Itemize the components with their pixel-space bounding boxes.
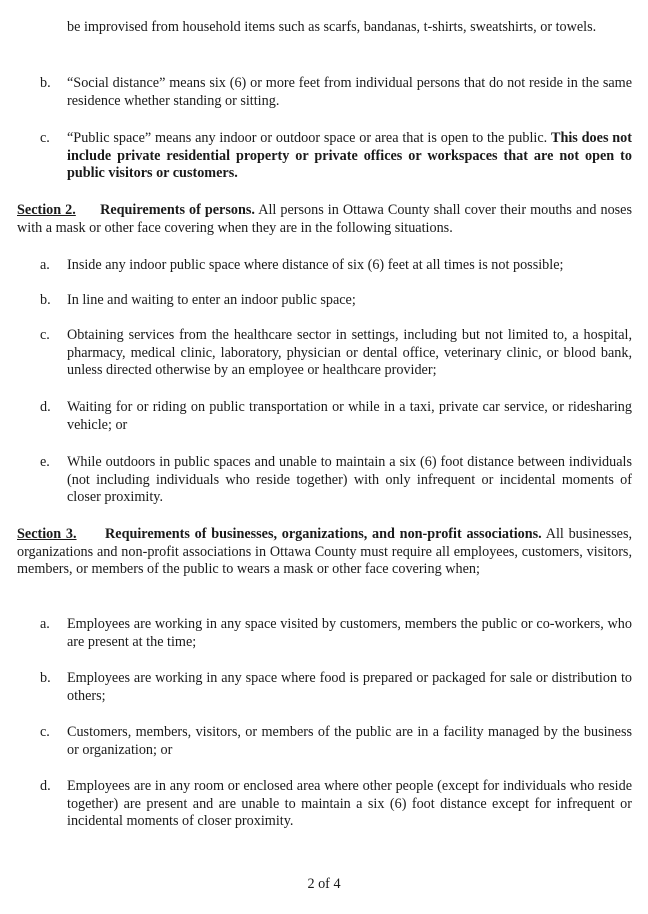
item-text: While outdoors in public spaces and unable to maintain a six (6) foot distance between individuals (not including individuals who reside together) with only infrequent or incidental moments of closer proximity. <box>67 454 632 506</box>
section-body: All businesses, organizations and non-profit associations in Ottawa County must require all employees, customers, visitors, members, or members of the public to wears a mask or other face covering when; <box>17 526 633 578</box>
item-text: Waiting for or riding on public transportation or while in a taxi, private car service, or ridesharing vehicle; or <box>67 399 632 433</box>
section-2-paragraph <box>17 202 632 237</box>
section-title: Section 2. <box>17 202 76 218</box>
item-text: Employees are in any room or enclosed area where other people (except for individuals who reside together) are present and are unable to maintain a six (6) foot distance except for infrequent or incidental moments of closer proximity. <box>67 778 632 830</box>
item-label: d. <box>40 399 51 415</box>
item-label: c. <box>40 130 50 146</box>
item-text: Inside any indoor public space where distance of six (6) feet at all times is not possible; <box>67 257 564 273</box>
item-label: b. <box>40 75 51 91</box>
item-text: Obtaining services from the healthcare sector in settings, including but not limited to, a hospital, pharmacy, medical clinic, laboratory, physician or dental office, veterinary clinic, or blood bank, unless directed otherwise by an employee or healthcare provider; <box>67 327 632 379</box>
item-label: a. <box>40 616 50 632</box>
item-text-bold: This does not include private residential property or private offices or workspaces that are not open to public visitors or customers. <box>67 130 633 182</box>
page-number: 2 of 4 <box>307 876 341 892</box>
item-label: c. <box>40 327 50 343</box>
item-label: b. <box>40 292 51 308</box>
item-text <box>67 130 632 183</box>
section-3-paragraph <box>17 526 632 579</box>
item-label: d. <box>40 778 51 794</box>
item-label: b. <box>40 670 51 686</box>
item-text: Employees are working in any space visited by customers, members the public or co-workers, who are present at the time; <box>67 616 632 650</box>
item-text: Customers, members, visitors, or members of the public are in a facility managed by the business or organization; or <box>67 724 632 758</box>
item-text: Employees are working in any space where food is prepared or packaged for sale or distribution to others; <box>67 670 632 704</box>
item-label: c. <box>40 724 50 740</box>
item-text: In line and waiting to enter an indoor public space; <box>67 292 356 308</box>
section-body: All persons in Ottawa County shall cover their mouths and noses with a mask or other face covering when they are in the following situations. <box>17 202 633 236</box>
item-label: e. <box>40 454 50 470</box>
item-text <box>67 75 632 110</box>
section-heading: Requirements of businesses, organizations, and non-profit associations. <box>105 526 542 542</box>
item-text-normal: “Public space” means any indoor or outdoor space or area that is open to the public. <box>67 130 552 146</box>
item-text-normal: “Social distance” means six (6) or more feet from individual persons that do not reside in the same residence whether standing or sitting. <box>67 75 632 109</box>
item-label: a. <box>40 257 50 273</box>
section-heading: Requirements of persons. <box>100 202 255 218</box>
section-title: Section 3. <box>17 526 77 542</box>
continued-paragraph: be improvised from household items such as scarfs, bandanas, t-shirts, sweatshirts, or towels. <box>67 19 597 35</box>
